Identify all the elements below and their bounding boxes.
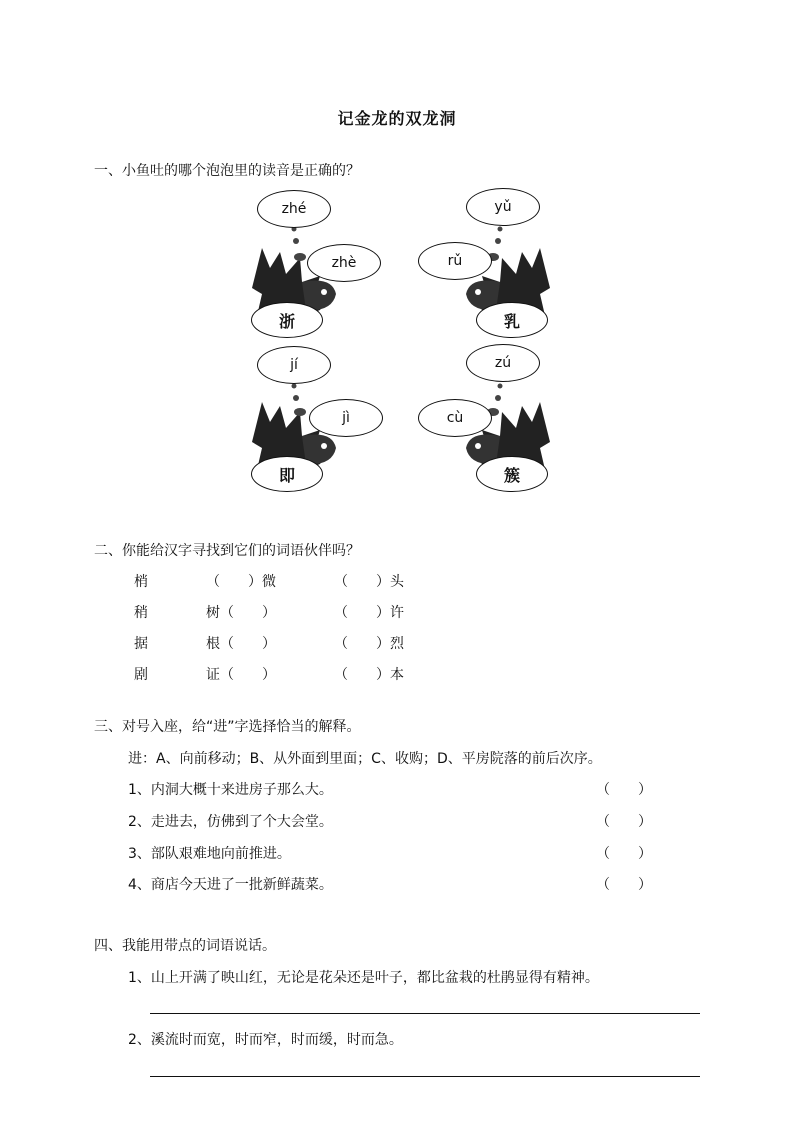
pinyin-bubble[interactable]: jí bbox=[257, 346, 331, 384]
word-blank[interactable]: 树（ ） bbox=[206, 605, 276, 621]
answer-blank[interactable]: （ ） bbox=[596, 877, 652, 893]
hanzi-bubble: 乳 bbox=[476, 302, 548, 338]
hanzi-char: 据 bbox=[134, 636, 148, 652]
question-item: 1、内洞大概十来进房子那么大。 bbox=[128, 782, 333, 798]
section3-heading: 三、对号入座，给“进”字选择恰当的解释。 bbox=[94, 719, 361, 735]
pinyin-bubble[interactable]: zhè bbox=[307, 244, 381, 282]
definitions: 进：A、向前移动；B、从外面到里面；C、收购；D、平房院落的前后次序。 bbox=[128, 751, 602, 767]
hanzi-bubble: 簇 bbox=[476, 456, 548, 492]
question-item: 4、商店今天进了一批新鲜蔬菜。 bbox=[128, 877, 333, 893]
section1-heading: 一、小鱼吐的哪个泡泡里的读音是正确的？ bbox=[94, 163, 360, 179]
sentence-item: 2、溪流时而宽，时而窄，时而缓，时而急。 bbox=[128, 1032, 403, 1048]
section4-heading: 四、我能用带点的词语说话。 bbox=[94, 938, 276, 954]
pinyin-bubble[interactable]: zhé bbox=[257, 190, 331, 228]
pinyin-bubble[interactable]: cù bbox=[418, 399, 492, 437]
hanzi-char: 剧 bbox=[134, 667, 148, 683]
hanzi-char: 梢 bbox=[134, 574, 148, 590]
word-blank[interactable]: 证（ ） bbox=[206, 667, 276, 683]
word-blank[interactable]: （ ）许 bbox=[334, 605, 404, 621]
answer-blank[interactable]: （ ） bbox=[596, 846, 652, 862]
word-blank[interactable]: （ ）本 bbox=[334, 667, 404, 683]
pinyin-bubble[interactable]: rǔ bbox=[418, 242, 492, 280]
pinyin-bubble[interactable]: yǔ bbox=[466, 188, 540, 226]
question-item: 2、走进去，仿佛到了个大会堂。 bbox=[128, 814, 333, 830]
pinyin-bubble[interactable]: zú bbox=[466, 344, 540, 382]
answer-blank[interactable]: （ ） bbox=[596, 814, 652, 830]
word-blank[interactable]: （ ）微 bbox=[206, 574, 276, 590]
hanzi-char: 稍 bbox=[134, 605, 148, 621]
answer-blank[interactable]: （ ） bbox=[596, 782, 652, 798]
page-title: 记金龙的双龙洞 bbox=[337, 109, 457, 128]
section2-heading: 二、你能给汉字寻找到它们的词语伙伴吗？ bbox=[94, 543, 360, 559]
word-blank[interactable]: （ ）头 bbox=[334, 574, 404, 590]
hanzi-bubble: 即 bbox=[251, 456, 323, 492]
sentence-item: 1、山上开满了映山红，无论是花朵还是叶子，都比盆栽的杜鹃显得有精神。 bbox=[128, 970, 599, 986]
hanzi-bubble: 浙 bbox=[251, 302, 323, 338]
answer-line[interactable] bbox=[150, 1076, 700, 1077]
answer-line[interactable] bbox=[150, 1013, 700, 1014]
pinyin-bubble[interactable]: jì bbox=[309, 399, 383, 437]
fish-illustrations bbox=[0, 0, 794, 520]
word-blank[interactable]: （ ）烈 bbox=[334, 636, 404, 652]
word-blank[interactable]: 根（ ） bbox=[206, 636, 276, 652]
question-item: 3、部队艰难地向前推进。 bbox=[128, 846, 291, 862]
